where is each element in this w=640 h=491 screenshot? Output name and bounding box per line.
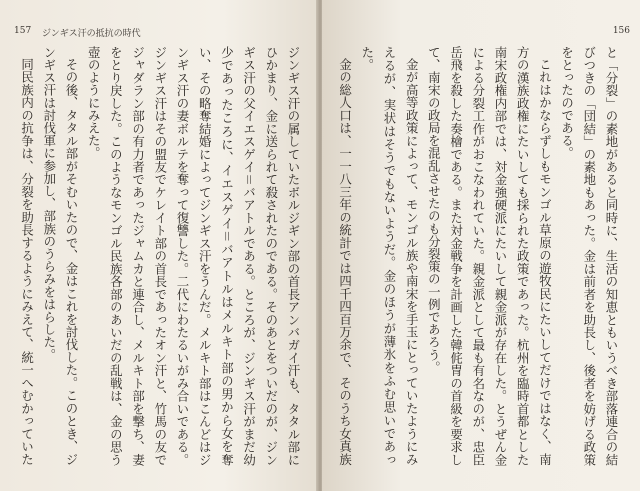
page-number: 156 [612, 26, 630, 36]
page-number: 157 [14, 26, 32, 36]
paragraph: ジンギス汗の属していたボルジギン部の首長アンバガイ汗も、タタル部にひかまり、金に送られて殺されたのである。そのあとをついだのが、ジンギス汗の父イエスゲイ＝バアトルである。ところが、ジンギス汗がまだ幼少であったころに、イエスゲイ＝バアトルはメルキト部の男から女を奪い、その略奪結婚によってジンギス汗をうんだ。メルキト部はこんどはジンギス汗の妻ボルテを奪って復讐した。二代にわたるいがみ合いである。ジンギス汗はその盟友でケレイト部の首長であったオン汗と、竹馬の友でジャダラン部の有力者であったジャムカと連合し、メルキト部を撃ち、妻をとり戻した。このようなモンゴル民族各部のあいだの乱戦は、金の思う壺のようにみえた。 [86, 46, 301, 466]
running-title: ジンギス汗の抵抗の時代 [42, 29, 141, 39]
paragraph: これはかならずしもモンゴル草原の遊牧民にたいしてだけではなく、南方の漢族政権にたいしても採られた政策であった。杭州を臨時首都とした南宋政権内部では、対金強硬派にたいして親金派が存在した。とうぜん金による分裂工作がおこなわれていた。親金派として最も有名なのが、忠臣岳飛を殺した奏檜である。また対金戦争を計画した韓侂冑の首級を要求して、南宋の政局を混乱させたのも分裂策の一例であろう。 [426, 46, 553, 466]
paragraph: 金が高等政策によって、モンゴル族や南宋を手玉にとっていたようにみえるが、実状はそうでもないようだ。金のほうが薄氷をふむ思いであった。 [359, 46, 420, 466]
paragraph: 金の総人口は、一一八三年の統計では四千四百万余で、そのうち女真族 [337, 58, 353, 466]
body-text [332, 46, 622, 466]
body-text [12, 46, 304, 466]
paragraph: と「分裂」の素地があると同時に、生活の知恵ともいうべき部落連合の結びつきの「団結」の素地もあった。金は前者を助長し、後者を妨げる政策をとったのである。 [559, 46, 619, 466]
paragraph: その後、タタル部がそむいたので、金はこれを討伐した。このとき、ジンギス汗は討伐軍に参加し、部族のうらみをはらした。 [41, 46, 79, 466]
paragraph: 同民族内の抗争は、分裂を助長するようにみえて、統一へむかっていた [19, 58, 35, 466]
right-page [322, 0, 640, 491]
left-page [0, 0, 318, 491]
